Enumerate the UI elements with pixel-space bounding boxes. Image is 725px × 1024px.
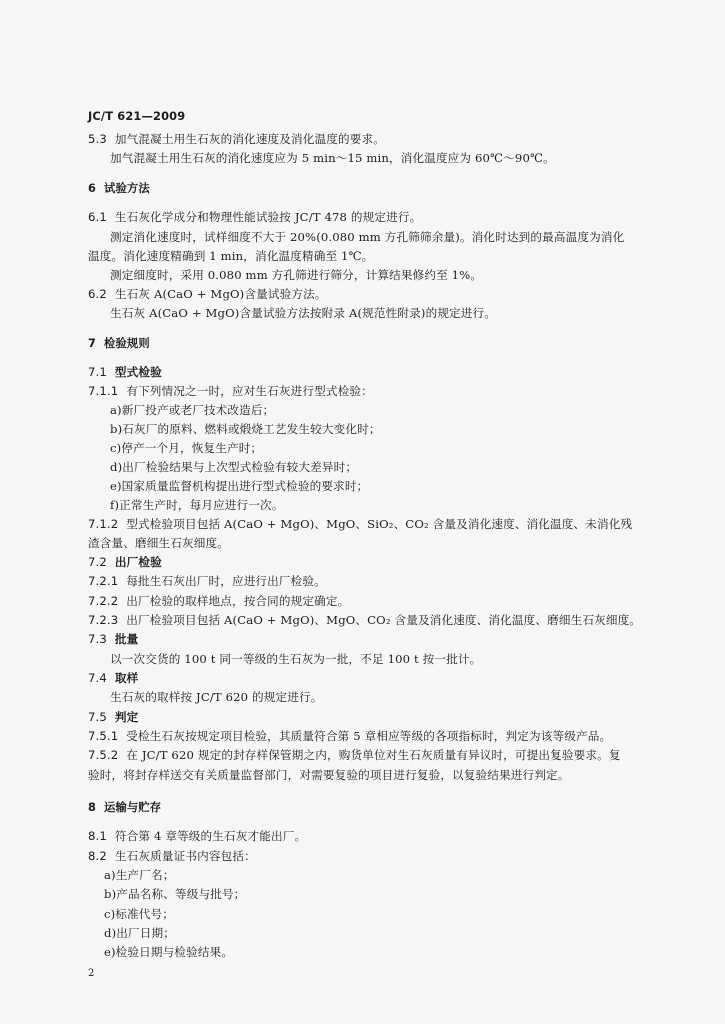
clause-text: 出厂检验项目包括 A(CaO + MgO)、MgO、CO₂ 含量及消化速度、消化温度、磨细生石灰细度。 (126, 613, 642, 627)
clause-number: 5.3 (88, 132, 107, 146)
paragraph: 温度。消化速度精确到 1 min，消化温度精确至 1℃。 (88, 249, 374, 263)
clause-number: 8.1 (88, 829, 107, 843)
clause-text: 型式检验项目包括 A(CaO + MgO)、MgO、SiO₂、CO₂ 含量及消化速度、消化温度、未消化残 (126, 517, 633, 531)
paragraph: 测定细度时，采用 0.080 mm 方孔筛进行筛分，计算结果修约至 1%。 (110, 268, 483, 282)
clause-number: 7.3 (88, 632, 107, 646)
clause-5-3 (88, 132, 385, 147)
clause-7-1-1 (88, 384, 373, 399)
clause-title: 出厂检验 (114, 555, 162, 569)
clause-number: 7.2.1 (88, 574, 119, 588)
clause-text: 有下列情况之一时，应对生石灰进行型式检验： (126, 384, 373, 398)
clause-7-2-2 (88, 594, 349, 609)
clause-number: 7.5.1 (88, 729, 119, 743)
clause-8-2 (88, 849, 256, 864)
clause-7-1-2 (88, 517, 632, 532)
clause-6-1 (88, 210, 421, 225)
clause-number: 7.1.2 (88, 517, 119, 531)
clause-title: 生石灰 A(CaO + MgO)含量试验方法。 (114, 287, 327, 301)
clause-7-3 (88, 632, 138, 647)
clause-text: 受检生石灰按规定项目检验，其质量符合第 5 章相应等级的各项指标时，判定为该等级产品。 (126, 729, 612, 743)
section-heading-8 (88, 800, 161, 815)
list-item: d)出厂日期； (104, 926, 175, 940)
clause-8-1 (88, 829, 306, 844)
clause-6-2 (88, 287, 327, 302)
clause-text: 出厂检验的取样地点，按合同的规定确定。 (126, 594, 350, 608)
section-heading-7 (88, 336, 150, 351)
clause-number: 7.1 (88, 365, 107, 379)
list-item: e)检验日期与检验结果。 (104, 945, 234, 959)
paragraph: 加气混凝土用生石灰的消化速度应为 5 min～15 min，消化温度应为 60℃～90℃。 (110, 151, 555, 165)
clause-title: 生石灰化学成分和物理性能试验按 JC/T 478 的规定进行。 (114, 210, 422, 224)
list-item: a)新厂投产或老厂技术改造后； (110, 403, 275, 417)
list-item: f)正常生产时，每月应进行一次。 (110, 498, 284, 512)
list-item: c)停产一个月，恢复生产时； (110, 441, 263, 455)
clause-number: 7.2.2 (88, 594, 119, 608)
paragraph: 验时，将封存样送交有关质量监督部门，对需要复验的项目进行复验，以复验结果进行判定。 (88, 768, 570, 782)
clause-title: 加气混凝土用生石灰的消化速度及消化温度的要求。 (114, 132, 385, 146)
section-number: 7 (88, 337, 97, 350)
section-number: 6 (88, 182, 97, 195)
clause-title: 判定 (114, 710, 139, 724)
section-title: 运输与贮存 (104, 801, 162, 814)
paragraph: 测定消化速度时，试样细度不大于 20%(0.080 mm 方孔筛筛余量)。消化时达到的最高温度为消化 (110, 230, 625, 244)
clause-number: 7.2 (88, 555, 107, 569)
clause-number: 7.1.1 (88, 384, 119, 398)
standard-code: JC/T 621—2009 (88, 109, 186, 123)
clause-number: 6.1 (88, 210, 107, 224)
clause-text: 每批生石灰出厂时，应进行出厂检验。 (126, 574, 326, 588)
clause-title: 型式检验 (114, 365, 162, 379)
clause-text: 在 JC/T 620 规定的封存样保管期之内，购货单位对生石灰质量有异议时，可提出复验要求。复 (126, 748, 621, 762)
clause-7-2-3 (88, 613, 641, 628)
list-item: d)出厂检验结果与上次型式检验有较大差异时； (110, 460, 358, 474)
paragraph: 生石灰的取样按 JC/T 620 的规定进行。 (110, 690, 323, 704)
clause-number: 7.5.2 (88, 748, 119, 762)
section-number: 8 (88, 801, 97, 814)
list-item: a)生产厂名； (104, 868, 175, 882)
clause-7-2 (88, 555, 162, 570)
paragraph: 渣含量、磨细生石灰细度。 (88, 536, 229, 550)
clause-number: 7.5 (88, 710, 107, 724)
section-title: 检验规则 (104, 337, 150, 350)
clause-title: 批量 (114, 632, 139, 646)
clause-7-5-1 (88, 729, 611, 744)
clause-title: 取样 (114, 671, 139, 685)
clause-7-4 (88, 671, 138, 686)
section-title: 试验方法 (104, 182, 150, 195)
clause-number: 6.2 (88, 287, 107, 301)
clause-number: 8.2 (88, 849, 107, 863)
list-item: c)标准代号； (104, 907, 175, 921)
list-item: b)石灰厂的原料、燃料或煅烧工艺发生较大变化时； (110, 422, 381, 436)
clause-text: 符合第 4 章等级的生石灰才能出厂。 (114, 829, 307, 843)
paragraph: 生石灰 A(CaO + MgO)含量试验方法按附录 A(规范性附录)的规定进行。 (110, 306, 497, 320)
clause-7-5 (88, 710, 138, 725)
clause-number: 7.4 (88, 671, 107, 685)
paragraph: 以一次交货的 100 t 同一等级的生石灰为一批，不足 100 t 按一批计。 (110, 652, 482, 666)
clause-title: 生石灰质量证书内容包括： (114, 849, 256, 863)
list-item: e)国家质量监督机构提出进行型式检验的要求时； (110, 479, 369, 493)
clause-7-1 (88, 365, 162, 380)
clause-number: 7.2.3 (88, 613, 119, 627)
clause-7-2-1 (88, 574, 326, 589)
section-heading-6 (88, 181, 150, 196)
page-number: 2 (88, 968, 95, 979)
clause-7-5-2 (88, 748, 621, 763)
list-item: b)产品名称、等级与批号； (104, 887, 246, 901)
